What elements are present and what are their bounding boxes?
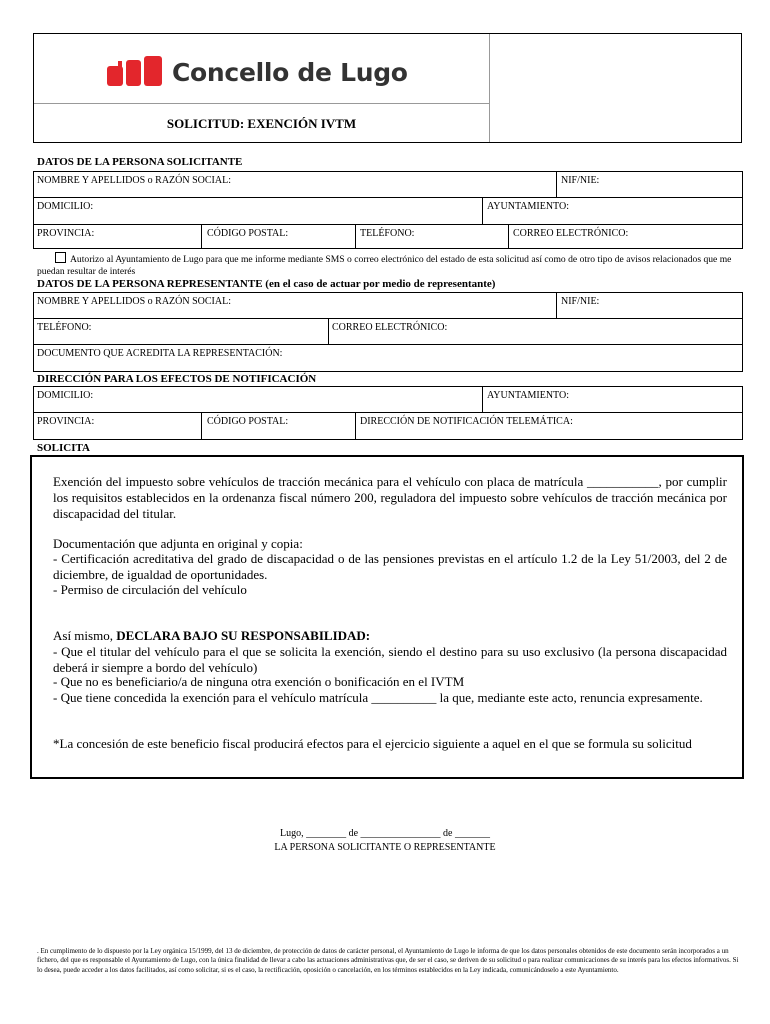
- logo-text: Concello de Lugo: [172, 57, 408, 87]
- representante-nif-field[interactable]: NIF/NIE:: [561, 296, 600, 307]
- documentation-item-1: - Certificación acreditativa del grado de discapacidad o de las pensiones previstas en el artículo 1.2 de la Ley 51/2003, del 2 de diciembre, de igualdad de oportunidades.: [53, 551, 727, 582]
- notificacion-ayuntamiento-field[interactable]: AYUNTAMIENTO:: [487, 390, 569, 401]
- documentation-item-2: - Permiso de circulación del vehículo: [53, 582, 247, 597]
- solicitante-domicilio-field[interactable]: DOMICILIO:: [37, 201, 94, 212]
- notificacion-domicilio-field[interactable]: DOMICILIO:: [37, 390, 94, 401]
- section-title-notificacion: DIRECCIÓN PARA LOS EFECTOS DE NOTIFICACIÓN: [37, 373, 317, 385]
- declaration-item-1: - Que el titular del vehículo para el que se solicita la exención, siendo el destino para su uso exclusivo (la persona discapacidad deberá ir siempre a bordo del vehículo): [53, 644, 727, 675]
- representante-grid: [33, 292, 743, 372]
- documentation-intro: Documentación que adjunta en original y copia:: [53, 536, 303, 551]
- signature-signer-label: LA PERSONA SOLICITANTE O REPRESENTANTE: [274, 842, 496, 853]
- consent-text: Autorizo al Ayuntamiento de Lugo para que me informe mediante SMS o correo electrónico del estado de esta solicitud así como de otro tipo de avisos relacionados que me puedan resultar de interés: [37, 254, 732, 277]
- representante-documento-field[interactable]: DOCUMENTO QUE ACREDITA LA REPRESENTACIÓN:: [37, 348, 283, 359]
- data-protection-footnote: . En cumplimento de lo dispuesto por la Ley orgánica 15/1999, del 13 de diciembre, de protección de datos de carácter personal, el Ayuntamiento de Lugo le informa de que los datos personales obtenidos de este documento serán incorporados a un fichero, del que es responsable el Ayuntamiento de Lugo, con la única finalidad de llevar a cabo las actuaciones administrativas que, de ser el caso, se deriven de su solicitud o para realizar comunicaciones de su interés para los efectos informativos. Si lo desea, puede acceder a los datos facilitados, así como solicitar, si es el caso, la rectificación, oposición o cancelación, en los términos establecidos en la Ley indicada, comunicándoselo a este Ayuntamiento.: [37, 947, 739, 974]
- declaration-bold: DECLARA BAJO SU RESPONSABILIDAD:: [116, 628, 371, 643]
- representante-nombre-field[interactable]: NOMBRE Y APELLIDOS o RAZÓN SOCIAL:: [37, 296, 231, 307]
- effects-note: *La concesión de este beneficio fiscal producirá efectos para el ejercicio siguiente a aquel en el que se formula su solicitud: [53, 736, 692, 751]
- solicita-paragraph: Exención del impuesto sobre vehículos de tracción mecánica para el vehículo con placa de matrícula ___________, por cumplir los requisitos establecidos en la ordenanza fiscal número 200, reguladora del impuesto sobre vehículos de tracción mecánica por discapacidad del titular.: [53, 474, 727, 521]
- declaration-heading: [53, 628, 727, 644]
- declaration-prefix: Así mismo,: [53, 628, 117, 643]
- declaration-item-2: - Que no es beneficiario/a de ninguna otra exención o bonificación en el IVTM: [53, 674, 465, 689]
- notificacion-grid: [33, 386, 743, 440]
- signature-date-line[interactable]: Lugo, ________ de ________________ de _______: [280, 828, 490, 839]
- section-title-representante: DATOS DE LA PERSONA REPRESENTANTE (en el caso de actuar por medio de representante): [37, 278, 496, 290]
- notificacion-telematica-field[interactable]: DIRECCIÓN DE NOTIFICACIÓN TELEMÁTICA:: [360, 416, 573, 427]
- declaration-item-3: - Que tiene concedida la exención para el vehículo matrícula __________ la que, mediante este acto, renuncia expresamente.: [53, 690, 703, 705]
- solicitante-telefono-field[interactable]: TELÉFONO:: [360, 228, 415, 239]
- solicitante-cp-field[interactable]: CÓDIGO POSTAL:: [207, 228, 289, 239]
- representante-correo-field[interactable]: CORREO ELECTRÓNICO:: [332, 322, 448, 333]
- notificacion-provincia-field[interactable]: PROVINCIA:: [37, 416, 95, 427]
- solicitante-nombre-field[interactable]: NOMBRE Y APELLIDOS o RAZÓN SOCIAL:: [37, 175, 231, 186]
- representante-telefono-field[interactable]: TELÉFONO:: [37, 322, 92, 333]
- consent-notice: [37, 252, 742, 278]
- solicitante-nif-field[interactable]: NIF/NIE:: [561, 175, 600, 186]
- notificacion-cp-field[interactable]: CÓDIGO POSTAL:: [207, 416, 289, 427]
- concello-logo-icon: [106, 56, 164, 88]
- solicitante-ayuntamiento-field[interactable]: AYUNTAMIENTO:: [487, 201, 569, 212]
- solicitante-correo-field[interactable]: CORREO ELECTRÓNICO:: [513, 228, 629, 239]
- header-box: [33, 33, 742, 143]
- consent-checkbox[interactable]: [55, 252, 66, 263]
- solicitante-provincia-field[interactable]: PROVINCIA:: [37, 228, 95, 239]
- form-title: SOLICITUD: EXENCIÓN IVTM: [166, 116, 357, 131]
- solicitante-grid: [33, 171, 743, 249]
- concello-logo: [106, 56, 408, 88]
- section-title-solicita: SOLICITA: [37, 442, 90, 454]
- section-title-solicitante: DATOS DE LA PERSONA SOLICITANTE: [37, 156, 243, 168]
